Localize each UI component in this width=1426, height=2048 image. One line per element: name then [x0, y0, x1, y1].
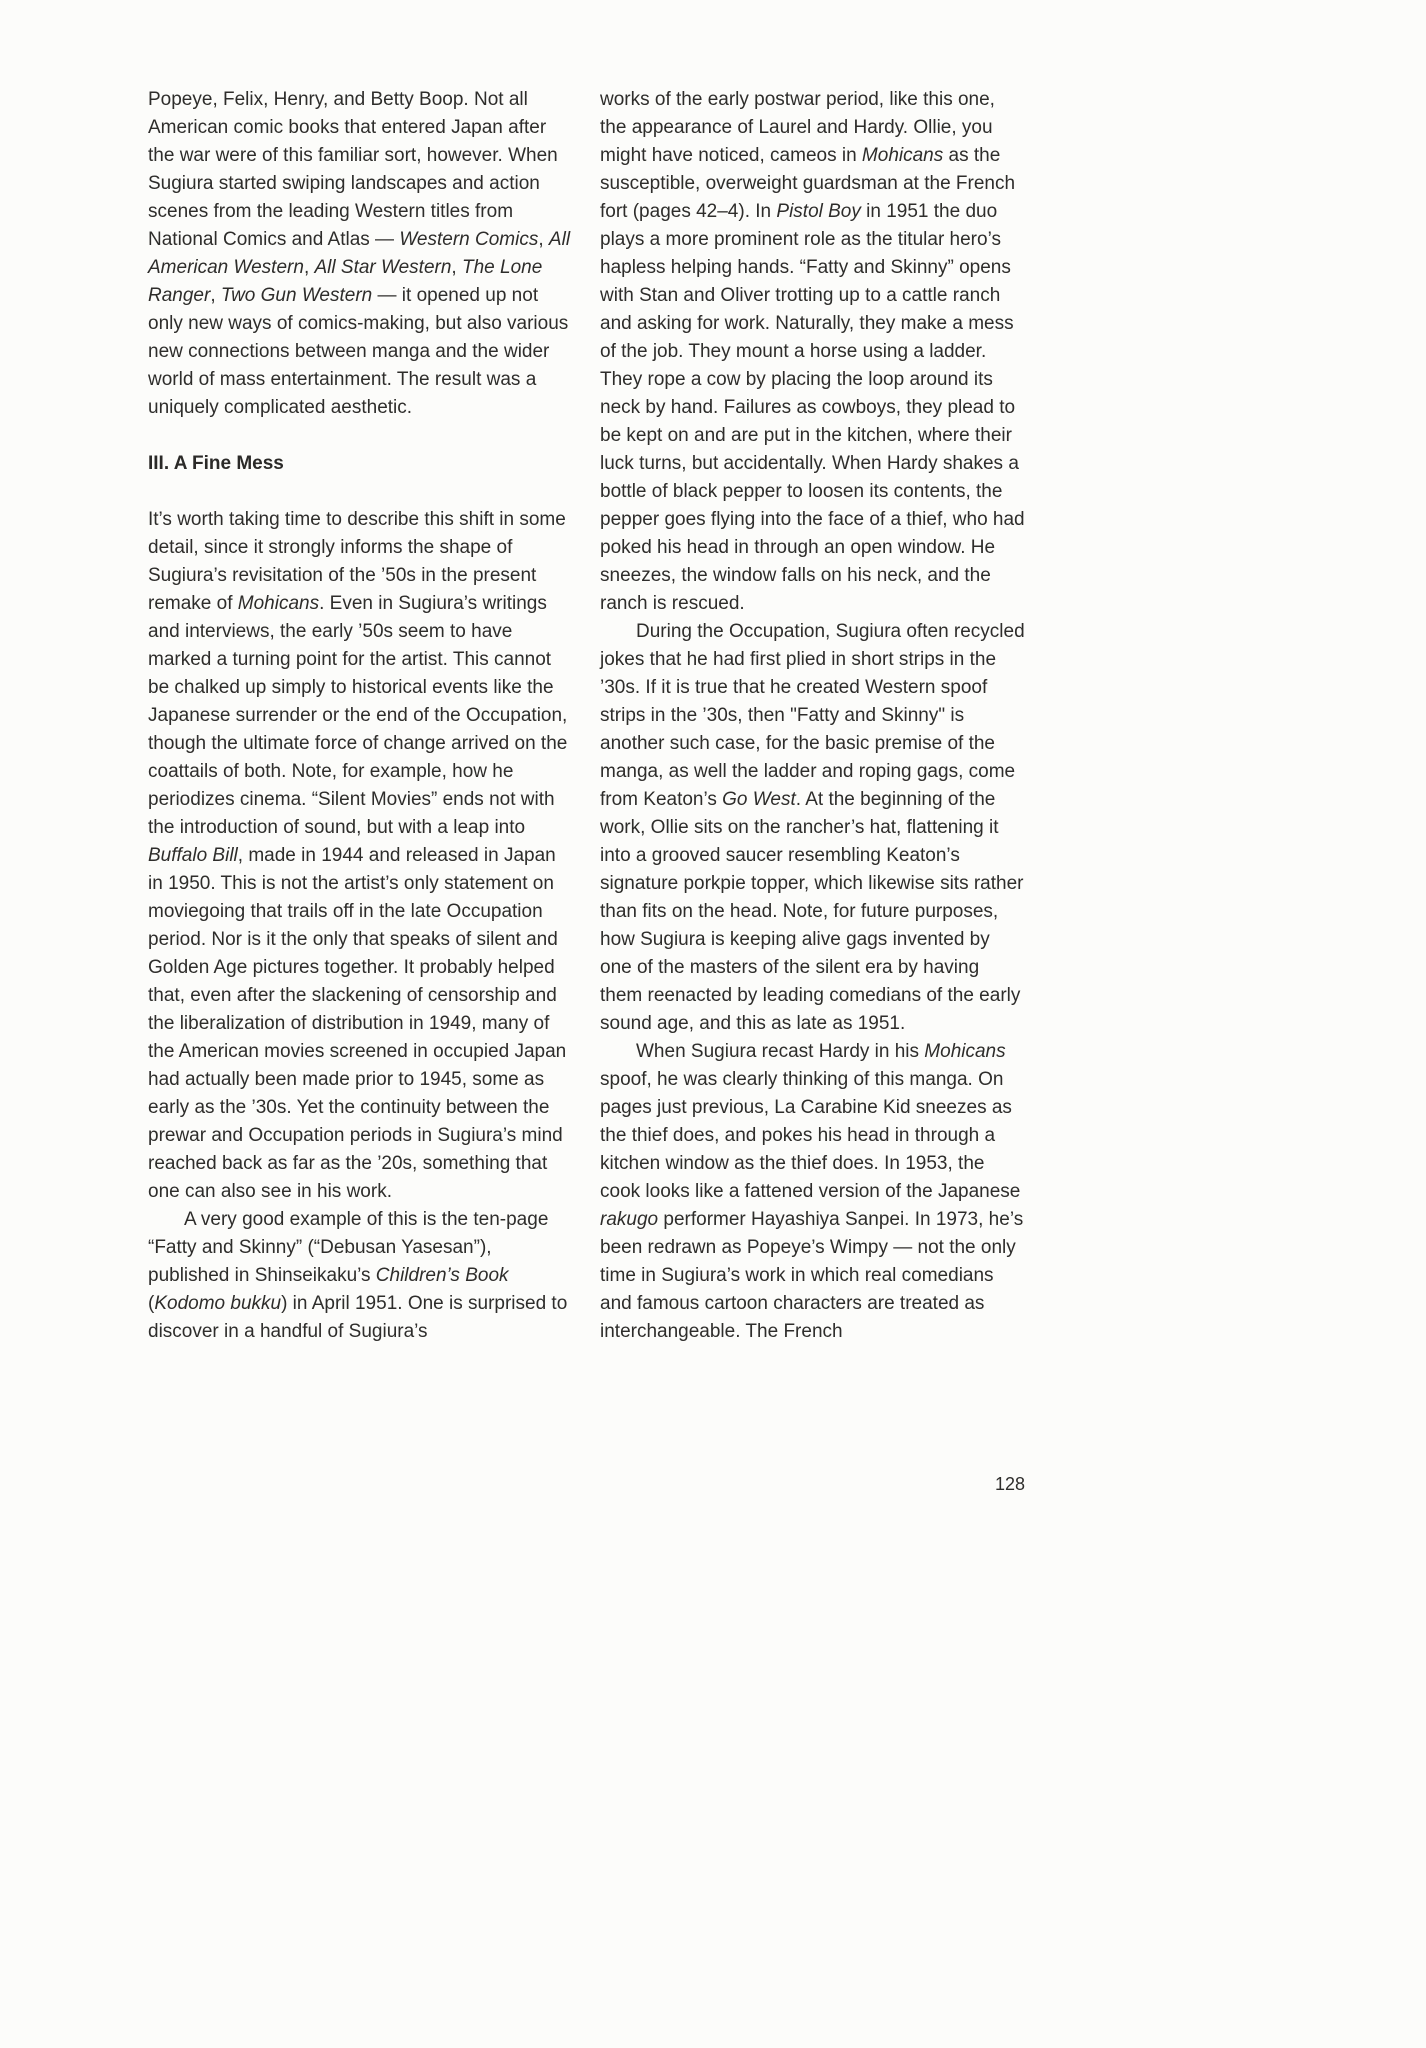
italic-text: Mohicans: [924, 1041, 1006, 1062]
paragraph: [148, 1206, 573, 1346]
body-text: performer Hayashiya Sanpei. In 1973, he’s been redrawn as Popeye’s Wimpy — not the only time in Sugiura’s work in which real comedians and famous cartoon characters are treated as interchangeable. The French: [600, 1209, 1024, 1342]
body-text: ) in April 1951. One is surprised to discover in a handful of Sugiura’s: [148, 1293, 568, 1342]
paragraph: [148, 86, 573, 422]
right-column: [600, 86, 1025, 1346]
body-text: — it opened up not only new ways of comics-making, but also various new connections between manga and the wider world of mass entertainment. The result was a uniquely complicated aesthetic.: [148, 285, 569, 418]
body-text: . At the beginning of the work, Ollie sits on the rancher’s hat, flattening it into a grooved saucer resembling Keaton’s signature porkpie topper, which likewise sits rather than fits on the head. Note, for future purposes, how Sugiura is keeping alive gags invented by one of the masters of the silent era by having them reenacted by leading comedians of the early sound age, and this as late as 1951.: [600, 789, 1024, 1034]
body-text: spoof, he was clearly thinking of this manga. On pages just previous, La Carabine Kid sneezes as the thief does, and pokes his head in through a kitchen window as the thief does. In 1953, the cook looks like a fattened version of the Japanese: [600, 1069, 1021, 1202]
italic-text: rakugo: [600, 1209, 659, 1230]
italic-text: Mohicans: [861, 145, 944, 166]
paragraph: [600, 1038, 1025, 1346]
body-text: III. A Fine Mess: [148, 453, 284, 474]
italic-text: All American Western: [148, 229, 571, 278]
italic-text: Two Gun Western: [220, 285, 373, 306]
italic-text: Mohicans: [237, 593, 320, 614]
italic-text: Go West: [722, 789, 796, 810]
italic-text: The Lone Ranger: [148, 257, 543, 306]
body-text: in 1951 the duo plays a more prominent role as the titular hero’s hapless helping hands. “Fatty and Skinny” opens with Stan and Oliver trotting up to a cattle ranch and asking for work. Naturally, they make a mess of the job. They mount a horse using a ladder. They rope a cow by placing the loop around its neck by hand. Failures as cowboys, they plead to be kept on and are put in the kitchen, where their luck turns, but accidentally. When Hardy shakes a bottle of black pepper to loosen its contents, the pepper goes flying into the face of a thief, who had poked his head in through an open window. He sneezes, the window falls on his neck, and the ranch is rescued.: [600, 201, 1025, 614]
body-text: as the susceptible, overweight guardsman at the French fort (pages 42–4). In: [600, 145, 1016, 222]
italic-text: Pistol Boy: [776, 201, 861, 222]
paragraph: [148, 506, 573, 1206]
body-text: A very good example of this is the ten-page “Fatty and Skinny” (“Debusan Yasesan”), published in Shinseikaku’s: [148, 1209, 549, 1286]
text-columns: [148, 86, 1025, 1346]
italic-text: All Star Western: [314, 257, 452, 278]
body-text: ,: [303, 257, 315, 278]
paragraph: [600, 86, 1025, 618]
italic-text: Children’s Book: [375, 1265, 509, 1286]
body-text: , made in 1944 and released in Japan in 1950. This is not the artist’s only statement on moviegoing that trails off in the late Occupation period. Nor is it the only that speaks of silent and Golden Age pictures together. It probably helped that, even after the slackening of censorship and the liberalization of distribution in 1949, many of the American movies screened in occupied Japan had actually been made prior to 1945, some as early as the ’30s. Yet the continuity between the prewar and Occupation periods in Sugiura’s mind reached back as far as the ’20s, something that one can also see in his work.: [148, 845, 567, 1202]
body-text: ,: [538, 229, 549, 250]
italic-text: Kodomo bukku: [154, 1293, 282, 1314]
italic-text: Buffalo Bill: [148, 845, 238, 866]
left-column: [148, 86, 573, 1346]
body-text: (: [148, 1293, 155, 1314]
body-text: When Sugiura recast Hardy in his: [636, 1041, 925, 1062]
body-text: Popeye, Felix, Henry, and Betty Boop. Not all American comic books that entered Japan after the war were of this familiar sort, however. When Sugiura started swiping landscapes and action scenes from the leading Western titles from National Comics and Atlas —: [148, 89, 558, 250]
body-text: works of the early postwar period, like this one, the appearance of Laurel and Hardy. Ollie, you might have noticed, cameos in: [600, 89, 995, 166]
paragraph: [600, 618, 1025, 1038]
body-text: It’s worth taking time to describe this shift in some detail, since it strongly informs the shape of Sugiura’s revisitation of the ’50s in the present remake of: [148, 509, 566, 614]
body-text: ,: [210, 285, 221, 306]
italic-text: Western Comics: [399, 229, 539, 250]
section-heading: [148, 450, 573, 478]
body-text: ,: [451, 257, 462, 278]
body-text: . Even in Sugiura’s writings and interviews, the early ’50s seem to have marked a turning point for the artist. This cannot be chalked up simply to historical events like the Japanese surrender or the end of the Occupation, though the ultimate force of change arrived on the coattails of both. Note, for example, how he periodizes cinema. “Silent Movies” ends not with the introduction of sound, but with a leap into: [148, 593, 568, 838]
page-number: 128: [994, 1474, 1025, 1494]
body-text: During the Occupation, Sugiura often recycled jokes that he had first plied in short strips in the ’30s. If it is true that he created Western spoof strips in the ’30s, then "Fatty and Skinny" is another such case, for the basic premise of the manga, as well the ladder and roping gags, come from Keaton’s: [600, 621, 1025, 810]
